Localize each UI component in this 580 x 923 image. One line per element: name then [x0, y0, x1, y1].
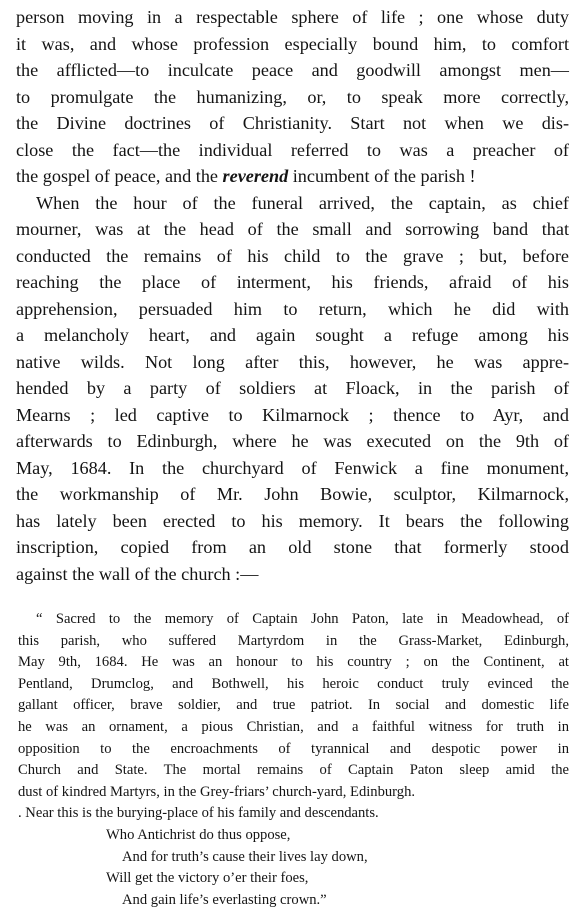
inscription-block [16, 609, 569, 911]
text-line: hended by a party of soldiers at Floack, in the parish of [16, 378, 569, 398]
verse-line: And gain life’s everlasting crown.” [122, 891, 327, 908]
text-line: the afflicted—to inculcate peace and goodwill amongst men— [16, 60, 569, 80]
text-line: afterwards to Edinburgh, where he was executed on the 9th of [16, 431, 569, 451]
text-line: it was, and whose profession especially bound him, to comfort [16, 33, 569, 54]
text-line: When the hour of the funeral arrived, the captain, as chief [36, 192, 569, 213]
verse-line: And for truth’s cause their lives lay down, [122, 848, 368, 865]
text-line: to promulgate the humanizing, or, to speak more correctly, [16, 86, 569, 107]
text-line: mourner, was at the head of the small and sorrowing band that [16, 219, 569, 239]
text-line: has lately been erected to his memory. It bears the following [16, 510, 569, 531]
text-line [16, 163, 569, 190]
inscription-line: opposition to the encroachments of tyrannical and despotic power in [18, 740, 569, 757]
inscription-line: . Near this is the burying-place of his family and descendants. [18, 805, 379, 822]
verse-line: Will get the victory o’er their foes, [106, 870, 309, 887]
text-line: Mearns ; led captive to Kilmarnock ; thence to Ayr, and [16, 404, 569, 425]
inscription-line: gallant officer, brave soldier, and true patriot. In social and domestic life [18, 697, 569, 714]
text-line: the Divine doctrines of Christianity. Start not when we dis- [16, 113, 569, 133]
text-line: apprehension, persuaded him to return, which he did with [16, 298, 569, 319]
text-line: reaching the place of interment, his friends, afraid of his [16, 272, 569, 292]
inscription-line: this parish, who suffered Martyrdom in the Grass-Market, Edinburgh, [18, 632, 569, 649]
text-line: a melancholy heart, and again sought a refuge among his [16, 325, 569, 345]
text-line: close the fact—the individual referred to was a preacher of [16, 139, 569, 160]
inscription-verse [18, 825, 569, 911]
verse-line: Who Antichrist do thus oppose, [106, 826, 291, 843]
text-line: conducted the remains of his child to the grave ; but, before [16, 245, 569, 266]
text-line: the workmanship of Mr. John Bowie, sculptor, Kilmarnock, [16, 484, 569, 504]
paragraph-1 [16, 4, 569, 190]
book-page [16, 4, 569, 911]
text-line: native wilds. Not long after this, however, he was appre- [16, 351, 569, 372]
text-line: against the wall of the church :— [16, 563, 259, 584]
inscription-line: “ Sacred to the memory of Captain John Paton, late in Meadowhead, of [36, 611, 569, 627]
paragraph-2 [16, 190, 569, 588]
inscription-line: Church and State. The mortal remains of Captain Paton sleep amid the [18, 762, 569, 779]
inscription-line: he was an ornament, a pious Christian, and a faithful witness for truth in [18, 718, 569, 735]
text-line: inscription, copied from an old stone that formerly stood [16, 537, 569, 557]
emphasized-word: reverend [222, 166, 289, 186]
text-line: person moving in a respectable sphere of life ; one whose duty [16, 7, 569, 27]
inscription-line: Pentland, Drumclog, and Bothwell, his heroic conduct truly evinced the [18, 675, 569, 692]
inscription-line: dust of kindred Martyrs, in the Grey-friars’ church-yard, Edinburgh. [18, 783, 416, 800]
text-segment: incumbent of the parish ! [288, 166, 476, 186]
text-segment: the gospel of peace, and the [16, 166, 223, 186]
inscription-line: May 9th, 1684. He was an honour to his country ; on the Continent, at [18, 654, 569, 671]
text-line: May, 1684. In the churchyard of Fenwick a fine monument, [16, 457, 569, 478]
